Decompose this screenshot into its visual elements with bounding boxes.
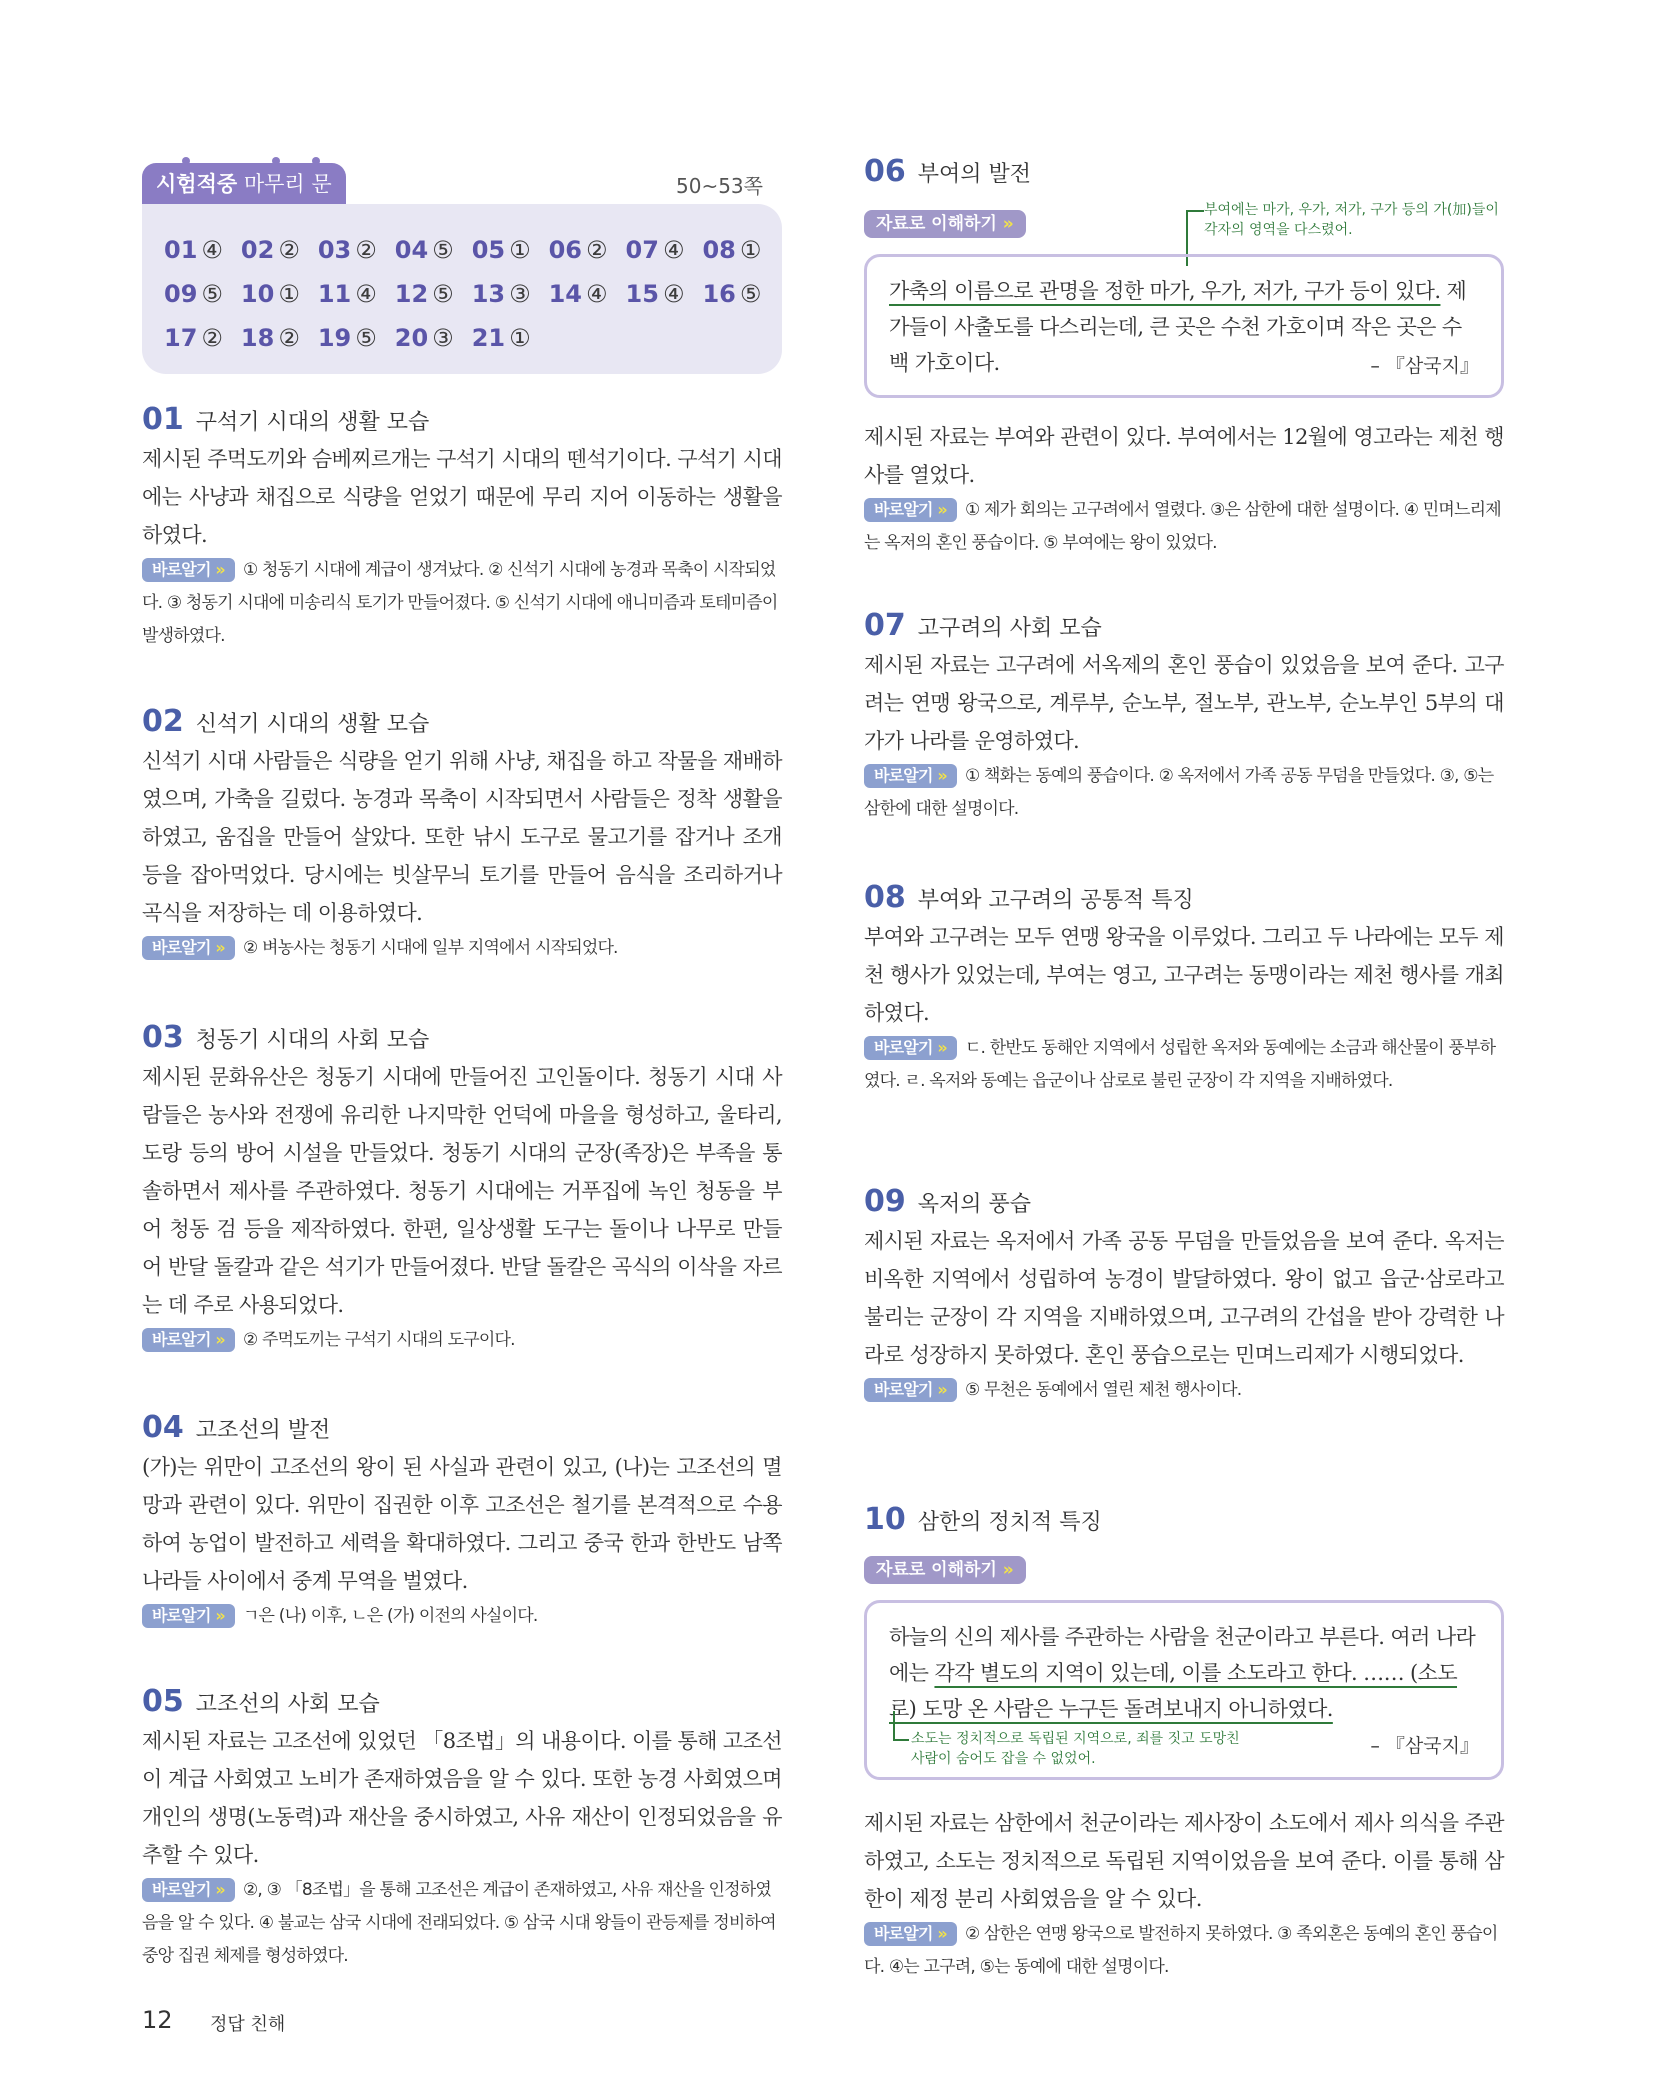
correction-text: ② 주먹도끼는 구석기 시대의 도구이다.	[242, 1330, 515, 1350]
answer-number: 10	[240, 280, 275, 308]
answer-number: 13	[471, 280, 506, 308]
section-number: 06	[864, 154, 906, 189]
correction-note	[142, 554, 782, 653]
answer-choice: ④	[355, 280, 377, 308]
answer-number: 01	[164, 236, 198, 264]
answer-choice: ⑤	[432, 236, 454, 264]
section-number: 03	[142, 1020, 184, 1055]
answer-item	[241, 272, 300, 316]
section-number: 02	[142, 704, 184, 739]
correction-badge: 바로알기 »	[142, 1328, 235, 1352]
answer-number: 09	[164, 280, 198, 308]
section-title: 옥저의 풍습	[917, 1192, 1032, 1217]
section-title: 구석기 시대의 생활 모습	[195, 410, 430, 435]
correction-text: ②, ③ 「8조법」을 통해 고조선은 계급이 존재하였고, 사유 재산을 인정하였음을 알 수 있다. ④ 불교는 삼국 시대에 전래되었다. ⑤ 삼국 시대 왕들이 관등제를 정비하여 중앙 집권 체제를 형성하였다.	[142, 1880, 776, 1966]
answer-item	[702, 228, 761, 272]
source-badge: 자료로 이해하기 »	[864, 1556, 1026, 1584]
section-number: 10	[864, 1502, 906, 1537]
correction-text: ② 삼한은 연맹 왕국으로 발전하지 못하였다. ③ 족외혼은 동예의 혼인 풍습이다. ④는 고구려, ⑤는 동예에 대한 설명이다.	[864, 1924, 1498, 1977]
section-number: 08	[864, 880, 906, 915]
section-body: 제시된 자료는 삼한에서 천군이라는 제사장이 소도에서 제사 의식을 주관하였고, 소도는 정치적으로 독립된 지역이었음을 보여 준다. 이를 통해 삼한이 제정 분리 사회였음을 알 수 있다.	[864, 1811, 1504, 1911]
answer-item	[626, 228, 685, 272]
answer-item	[318, 228, 377, 272]
section-05	[142, 1682, 782, 1973]
answer-choice: ①	[278, 280, 300, 308]
correction-text: ① 청동기 시대에 계급이 생겨났다. ② 신석기 시대에 농경과 목축이 시작되었다. ③ 청동기 시대에 미송리식 토기가 만들어졌다. ⑤ 신석기 시대에 애니미즘과 토테미즘이 발생하였다.	[142, 560, 778, 646]
answer-item	[164, 316, 223, 360]
section-body: 신석기 시대 사람들은 식량을 얻기 위해 사냥, 채집을 하고 작물을 재배하였으며, 가축을 길렀다. 농경과 목축이 시작되면서 사람들은 정착 생활을 하였고, 움집을 만들어 살았다. 또한 낚시 도구로 물고기를 잡거나 조개 등을 잡아먹었다. 당시에는 빗살무늬 토기를 만들어 음식을 조리하거나 곡식을 저장하는 데 이용하였다.	[142, 749, 782, 925]
answer-number: 17	[164, 324, 198, 352]
correction-note	[864, 1918, 1504, 1984]
source-quote-box	[864, 254, 1504, 398]
correction-badge: 바로알기 »	[864, 764, 957, 788]
answer-key-box	[142, 204, 782, 374]
answer-item	[164, 228, 223, 272]
answer-choice: ①	[509, 236, 531, 264]
correction-badge: 바로알기 »	[864, 1922, 957, 1946]
source-quote-text: 하늘의 신의 제사를 주관하는 사람을 천군이라고 부른다. 여러 나라에는	[889, 1625, 1476, 1685]
section-03	[142, 1018, 782, 1357]
source-citation: – 『삼국지』	[1370, 355, 1479, 377]
answer-number: 12	[394, 280, 429, 308]
section-01	[142, 400, 782, 653]
answer-choice: ②	[201, 324, 223, 352]
answer-item	[472, 228, 531, 272]
answer-item	[395, 316, 454, 360]
answer-choice: ②	[586, 236, 608, 264]
answer-choice: ⑤	[201, 280, 223, 308]
answer-choice: ⑤	[739, 280, 762, 308]
section-number: 05	[142, 1684, 184, 1719]
answer-choice: ②	[278, 324, 300, 352]
correction-badge: 바로알기 »	[864, 498, 957, 522]
correction-note	[142, 1874, 782, 1973]
gloss-pointer	[893, 1711, 909, 1741]
answer-row	[164, 316, 760, 360]
section-body: 제시된 자료는 고구려에 서옥제의 혼인 풍습이 있었음을 보여 준다. 고구려는 연맹 왕국으로, 계루부, 순노부, 절노부, 관노부, 순노부인 5부의 대가가 나라를 운영하였다.	[864, 653, 1504, 753]
answer-number: 15	[625, 280, 659, 308]
correction-note	[142, 932, 782, 965]
section-02	[142, 702, 782, 965]
section-title: 삼한의 정치적 특징	[917, 1510, 1102, 1535]
correction-note	[864, 760, 1504, 826]
section-10	[864, 1500, 1504, 1540]
answer-row	[164, 228, 760, 272]
page-range: 50~53쪽	[676, 174, 763, 198]
answer-choice: ④	[201, 236, 223, 264]
correction-badge: 바로알기 »	[142, 1604, 235, 1628]
section-body: (가)는 위만이 고조선의 왕이 된 사실과 관련이 있고, (나)는 고조선의 멸망과 관련이 있다. 위만이 집권한 이후 고조선은 철기를 본격적으로 수용하여 농업이 발전하고 세력을 확대하였다. 그리고 중국 한과 한반도 남쪽 나라들 사이에서 중계 무역을 벌였다.	[142, 1455, 782, 1593]
correction-note	[864, 494, 1504, 560]
answer-choice: ④	[662, 236, 685, 264]
source-citation: – 『삼국지』	[1370, 1735, 1479, 1757]
answer-number: 14	[548, 280, 583, 308]
answer-number: 03	[317, 236, 352, 264]
correction-badge: 바로알기 »	[864, 1378, 957, 1402]
section-10-explanation	[864, 1804, 1504, 1984]
answer-row	[164, 272, 760, 316]
answer-item	[549, 272, 608, 316]
section-title: 부여의 발전	[917, 162, 1032, 187]
answer-item	[164, 272, 223, 316]
gloss-note: 부여에는 마가, 우가, 저가, 구가 등의 가(加)들이 각자의 영역을 다스렸어.	[1204, 202, 1499, 238]
correction-note	[864, 1032, 1504, 1098]
answer-number: 08	[702, 236, 736, 264]
section-body: 제시된 자료는 부여와 관련이 있다. 부여에서는 12월에 영고라는 제천 행사를 열었다.	[864, 425, 1504, 487]
section-number: 01	[142, 402, 184, 437]
section-body: 부여와 고구려는 모두 연맹 왕국을 이루었다. 그리고 두 나라에는 모두 제천 행사가 있었는데, 부여는 영고, 고구려는 동맹이라는 제천 행사를 개최하였다.	[864, 925, 1504, 1025]
section-04	[142, 1408, 782, 1633]
section-06	[864, 152, 1504, 192]
answer-number: 16	[702, 280, 736, 308]
answer-choice: ④	[586, 280, 608, 308]
correction-text: ⑤ 무천은 동예에서 열린 제천 행사이다.	[964, 1380, 1242, 1400]
answer-number: 21	[471, 324, 506, 352]
answer-item	[472, 272, 531, 316]
answer-choice: ②	[278, 236, 300, 264]
source-quote-underlined: 각각 별도의 지역이 있는데, 이를 소도라고 한다. …… (소도로) 도망 온 사람은 누구든 돌려보내지 아니하였다.	[889, 1661, 1458, 1721]
answer-choice: ③	[509, 280, 531, 308]
section-number: 04	[142, 1410, 184, 1445]
correction-text: ㄷ. 한반도 동해안 지역에서 성립한 옥저와 동예에는 소금과 해산물이 풍부하였다. ㄹ. 옥저와 동예는 읍군이나 삼로로 불린 군장이 각 지역을 지배하였다.	[864, 1038, 1496, 1091]
section-title: 고조선의 발전	[195, 1418, 331, 1443]
answer-number: 06	[548, 236, 583, 264]
correction-badge: 바로알기 »	[142, 558, 235, 582]
correction-badge: 바로알기 »	[142, 936, 235, 960]
source-quote-underlined: 가축의 이름으로 관명을 정한 마가, 우가, 저가, 구가 등이 있다.	[889, 279, 1441, 303]
section-number: 09	[864, 1184, 906, 1219]
answer-choice: ①	[739, 236, 762, 264]
section-body: 제시된 자료는 옥저에서 가족 공동 무덤을 만들었음을 보여 준다. 옥저는 비옥한 지역에서 성립하여 농경이 발달하였다. 왕이 없고 읍군·삼로라고 불리는 군장이 각 지역을 지배하였으며, 고구려의 간섭을 받아 강력한 나라로 성장하지 못하였다. 혼인 풍습으로는 민며느리제가 시행되었다.	[864, 1229, 1504, 1367]
correction-note	[864, 1374, 1504, 1407]
section-title: 부여와 고구려의 공통적 특징	[917, 888, 1194, 913]
source-quote	[889, 1619, 1479, 1727]
answer-key-tab	[142, 163, 346, 205]
correction-note	[142, 1324, 782, 1357]
gloss-note: 소도는 정치적으로 독립된 지역으로, 죄를 짓고 도망친 사람이 숨어도 잡을 수 없었어.	[911, 1731, 1240, 1767]
section-body: 제시된 주먹도끼와 슴베찌르개는 구석기 시대의 뗀석기이다. 구석기 시대에는 사냥과 채집으로 식량을 얻었기 때문에 무리 지어 이동하는 생활을 하였다.	[142, 447, 782, 547]
correction-text: ① 책화는 동예의 풍습이다. ② 옥저에서 가족 공동 무덤을 만들었다. ③, ⑤는 삼한에 대한 설명이다.	[864, 766, 1494, 819]
correction-text: ① 제가 회의는 고구려에서 열렸다. ③은 삼한에 대한 설명이다. ④ 민며느리제는 옥저의 혼인 풍습이다. ⑤ 부여에는 왕이 있었다.	[864, 500, 1501, 553]
section-title: 청동기 시대의 사회 모습	[195, 1028, 430, 1053]
answer-choice: ⑤	[355, 324, 377, 352]
answer-choice: ④	[662, 280, 685, 308]
answer-choice: ③	[432, 324, 454, 352]
correction-badge: 바로알기 »	[142, 1878, 235, 1902]
answer-number: 20	[394, 324, 429, 352]
page-number: 12	[142, 2006, 173, 2034]
correction-note	[142, 1600, 782, 1633]
answer-number: 07	[625, 236, 659, 264]
answer-item	[318, 272, 377, 316]
answer-choice: ①	[509, 324, 531, 352]
answer-number: 05	[471, 236, 506, 264]
section-06-explanation	[864, 418, 1504, 560]
answer-key-tab-bold: 시험적중	[156, 172, 238, 196]
footer-label: 정답 친해	[210, 2014, 286, 2035]
answer-item	[472, 316, 531, 360]
answer-choice: ②	[355, 236, 377, 264]
answer-choice: ⑤	[432, 280, 454, 308]
answer-item	[626, 272, 685, 316]
source-quote-box	[864, 1600, 1504, 1780]
section-number: 07	[864, 608, 906, 643]
answer-item	[318, 316, 377, 360]
answer-number: 18	[240, 324, 275, 352]
answer-item	[241, 228, 300, 272]
section-title: 신석기 시대의 생활 모습	[195, 712, 430, 737]
answer-item	[395, 272, 454, 316]
answer-item	[549, 228, 608, 272]
answer-item	[702, 272, 761, 316]
answer-number: 02	[240, 236, 275, 264]
source-quote-text: 제가들이 사출도를 다스리는데, 큰 곳은 수천 가호이며 작은 곳은 수백 가호이다.	[889, 279, 1467, 375]
correction-text: ㄱ은 (나) 이후, ㄴ은 (가) 이전의 사실이다.	[242, 1606, 538, 1626]
section-title: 고조선의 사회 모습	[195, 1692, 380, 1717]
section-08	[864, 878, 1504, 1098]
answer-number: 19	[317, 324, 352, 352]
answer-item	[241, 316, 300, 360]
correction-badge: 바로알기 »	[864, 1036, 957, 1060]
answer-key-tab-title: 마무리 문	[243, 172, 332, 196]
answer-number: 11	[317, 280, 352, 308]
section-title: 고구려의 사회 모습	[917, 616, 1102, 641]
source-badge: 자료로 이해하기 »	[864, 210, 1026, 238]
answer-item	[395, 228, 454, 272]
answer-number: 04	[394, 236, 429, 264]
section-09	[864, 1182, 1504, 1407]
section-07	[864, 606, 1504, 826]
section-body: 제시된 자료는 고조선에 있었던 「8조법」의 내용이다. 이를 통해 고조선이 계급 사회였고 노비가 존재하였음을 알 수 있다. 또한 농경 사회였으며 개인의 생명(노동력)과 재산을 중시하였고, 사유 재산이 인정되었음을 유추할 수 있다.	[142, 1729, 782, 1867]
section-body: 제시된 문화유산은 청동기 시대에 만들어진 고인돌이다. 청동기 시대 사람들은 농사와 전쟁에 유리한 나지막한 언덕에 마을을 형성하고, 울타리, 도랑 등의 방어 시설을 만들었다. 청동기 시대의 군장(족장)은 부족을 통솔하면서 제사를 주관하였다. 청동기 시대에는 거푸집에 녹인 청동을 부어 청동 검 등을 제작하였다. 한편, 일상생활 도구는 돌이나 나무로 만들어 반달 돌칼과 같은 석기가 만들어졌다. 반달 돌칼은 곡식의 이삭을 자르는 데 주로 사용되었다.	[142, 1065, 782, 1317]
correction-text: ② 벼농사는 청동기 시대에 일부 지역에서 시작되었다.	[242, 938, 618, 958]
